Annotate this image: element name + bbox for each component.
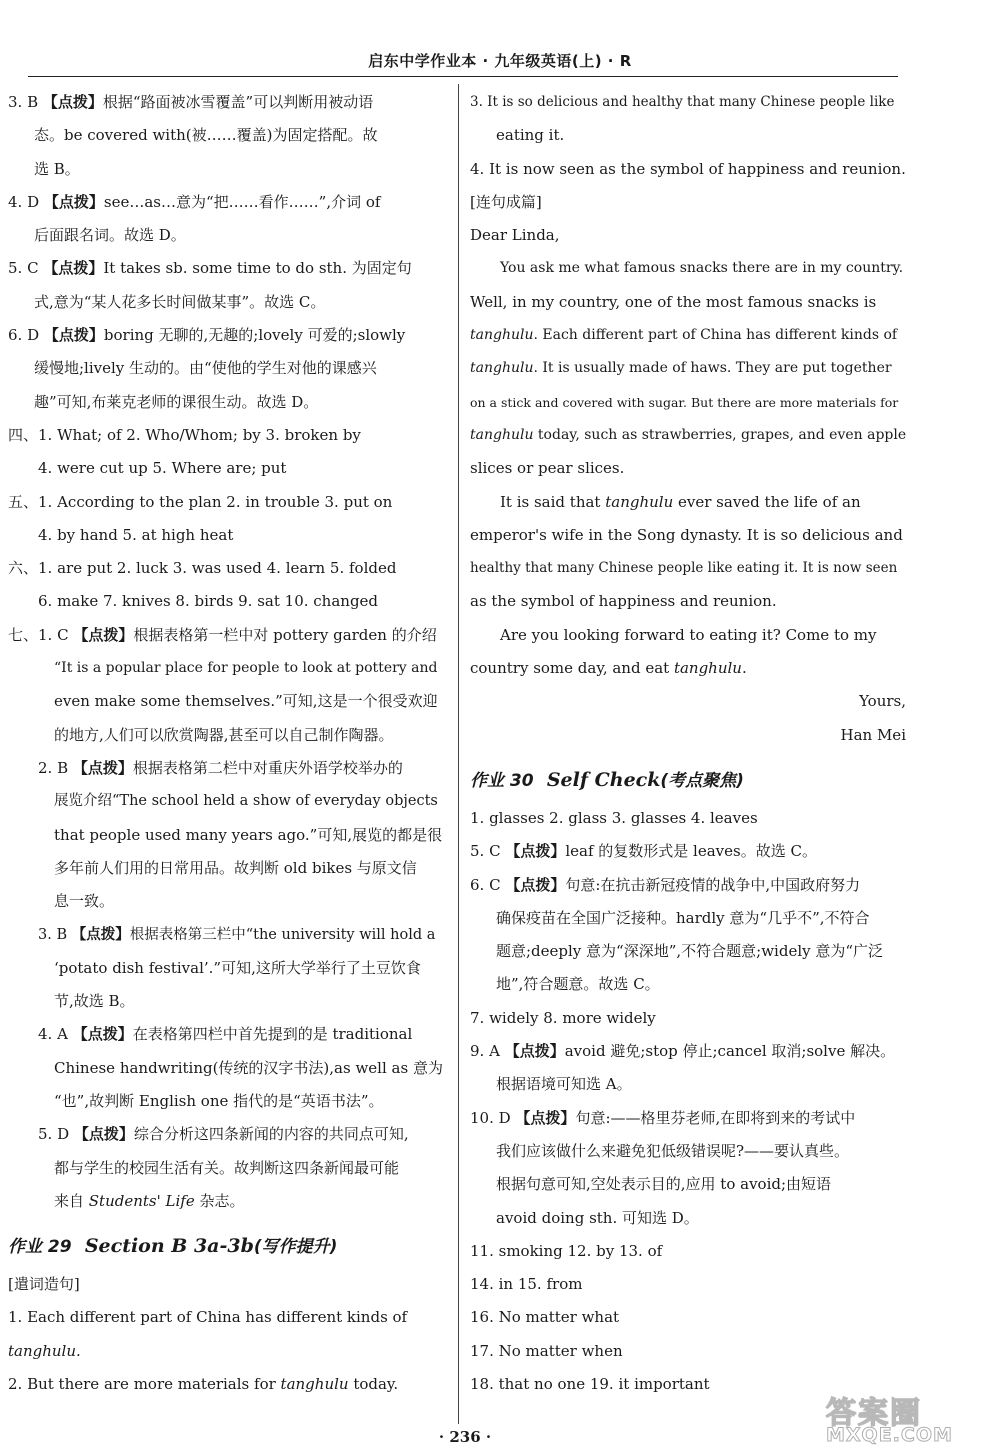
italic-word: tanghulu.	[8, 1341, 81, 1360]
letter-line: tanghulu. Each different part of China has different kinds of	[470, 327, 898, 344]
answer-line: 6. D 【点拨】boring 无聊的,无趣的;lovely 可爱的;slowly	[8, 326, 406, 345]
answer-line: 1. glasses 2. glass 3. glasses 4. leaves	[470, 808, 758, 827]
answer-line: 2. B 【点拨】根据表格第二栏中对重庆外语学校举办的	[38, 758, 403, 777]
left-column	[8, 86, 448, 1401]
right-column	[470, 86, 906, 1401]
answer-line: 根据句意可知,空处表示目的,应用 to avoid;由短语	[496, 1175, 832, 1194]
section-number: 作业 30	[470, 770, 534, 791]
letter-greeting: Dear Linda,	[470, 226, 560, 245]
page-header: 启东中学作业本 · 九年级英语(上) · R	[368, 52, 632, 70]
letter-line: You ask me what famous snacks there are in my country.	[500, 260, 904, 277]
column-divider	[458, 84, 459, 1424]
letter-line: emperor's wife in the Song dynasty. It is so delicious and	[470, 525, 903, 544]
answer-line: 6. C 【点拨】句意:在抗击新冠疫情的战争中,中国政府努力	[470, 875, 861, 894]
subsection-label: [连句成篇]	[470, 192, 542, 211]
section-name: Section B 3a-3b	[84, 1235, 254, 1258]
answer-line: 六、1. are put 2. luck 3. was used 4. learn 5. folded	[8, 559, 397, 578]
answer-line: 七、1. C 【点拨】根据表格第一栏中对 pottery garden 的介绍	[8, 625, 437, 644]
answer-line: 息一致。	[54, 892, 115, 911]
answer-line: 16. No matter what	[470, 1308, 620, 1327]
watermark	[820, 1388, 990, 1448]
letter-line: country some day, and eat tanghulu.	[470, 659, 747, 678]
answer-line: that people used many years ago.”可知,展览的都是很	[54, 825, 443, 844]
letter-line: It is said that tanghulu ever saved the life of an	[500, 492, 861, 511]
header-rule	[28, 76, 898, 77]
answer-line: “It is a popular place for people to look at pottery and	[54, 660, 438, 677]
answer-line: 多年前人们用的日常用品。故判断 old bikes 与原文信	[54, 858, 417, 877]
answer-line: 式,意为“某人花多长时间做某事”。故选 C。	[34, 292, 326, 311]
letter-line: Are you looking forward to eating it? Come to my	[500, 625, 877, 644]
answer-line: 4. It is now seen as the symbol of happiness and reunion.	[470, 159, 906, 178]
letter-line: tanghulu. It is usually made of haws. They are put together	[470, 360, 892, 377]
answer-line: 态。be covered with(被……覆盖)为固定搭配。故	[34, 126, 378, 145]
watermark-url: MXQE.COM	[826, 1424, 953, 1446]
answer-line: 4. were cut up 5. Where are; put	[38, 459, 287, 478]
letter-closing: Yours,	[859, 692, 906, 711]
section-tag: (写作提升)	[253, 1237, 338, 1258]
answer-line: 4. by hand 5. at high heat	[38, 525, 234, 544]
answer-line: 1. Each different part of China has different kinds of	[8, 1308, 408, 1327]
answer-line: 3. B 【点拨】根据表格第三栏中“the university will hold a	[38, 926, 436, 944]
answer-line: 9. A 【点拨】avoid 避免;stop 停止;cancel 取消;solve 解决。	[470, 1042, 896, 1061]
answer-line: 7. widely 8. more widely	[470, 1008, 656, 1027]
section-name: Self Check	[546, 768, 661, 791]
answer-line	[8, 1335, 448, 1368]
answer-line: 根据语境可知选 A。	[496, 1075, 632, 1094]
answer-line: 17. No matter when	[470, 1341, 623, 1360]
answer-line: 四、1. What; of 2. Who/Whom; by 3. broken by	[8, 425, 361, 444]
subsection-label: [遣词造句]	[8, 1275, 80, 1294]
answer-line: 选 B。	[34, 159, 80, 178]
answer-line: 6. make 7. knives 8. birds 9. sat 10. changed	[38, 592, 379, 611]
answer-line: 趣”可知,布莱克老师的课很生动。故选 D。	[34, 392, 319, 411]
answer-line: 我们应该做什么来避免犯低级错误呢?——要认真些。	[496, 1141, 850, 1160]
letter-line: Well, in my country, one of the most famous snacks is	[470, 292, 877, 311]
answer-line: 题意;deeply 意为“深深地”,不符合题意;widely 意为“广泛	[496, 942, 884, 961]
letter-signature: Han Mei	[840, 725, 906, 744]
answer-line: 5. C 【点拨】It takes sb. some time to do sth. 为固定句	[8, 259, 412, 278]
letter-line: healthy that many Chinese people like eating it. It is now seen	[470, 560, 898, 577]
answer-line: 3. It is so delicious and healthy that many Chinese people like	[470, 94, 895, 110]
section-number: 作业 29	[8, 1237, 72, 1258]
answer-line: 11. smoking 12. by 13. of	[470, 1241, 663, 1260]
answer-line: even make some themselves.”可知,这是一个很受欢迎	[54, 692, 438, 711]
answer-line: 后面跟名词。故选 D。	[34, 226, 186, 245]
answer-line: 2. But there are more materials for tanghulu today.	[8, 1374, 399, 1393]
section-29-title	[8, 1224, 448, 1268]
answer-line: Chinese handwriting(传统的汉字书法),as well as 意为	[54, 1058, 443, 1077]
answer-line: 5. C 【点拨】leaf 的复数形式是 leaves。故选 C。	[470, 842, 817, 861]
answer-line: 地”,符合题意。故选 C。	[496, 975, 660, 994]
answer-line: ‘potato dish festival’.”可知,这所大学举行了土豆饮食	[54, 958, 421, 977]
answer-line: 缓慢地;lively 生动的。由“使他的学生对他的课感兴	[34, 359, 377, 378]
answer-line: “也”,故判断 English one 指代的是“英语书法”。	[54, 1091, 384, 1110]
answer-line: 展览介绍“The school held a show of everyday objects	[54, 793, 438, 810]
answer-line: 4. D 【点拨】see…as…意为“把……看作……”,介词 of	[8, 192, 381, 211]
answer-line: 3. B 【点拨】根据“路面被冰雪覆盖”可以判断用被动语	[8, 93, 374, 111]
answer-line: 的地方,人们可以欣赏陶器,甚至可以自己制作陶器。	[54, 725, 394, 744]
answer-line: 都与学生的校园生活有关。故判断这四条新闻最可能	[54, 1158, 400, 1177]
letter-line: slices or pear slices.	[470, 459, 625, 478]
answer-line: 节,故选 B。	[54, 992, 135, 1011]
answer-line: 10. D 【点拨】句意:——格里芬老师,在即将到来的考试中	[470, 1108, 856, 1127]
answer-line: 4. A 【点拨】在表格第四栏中首先提到的是 traditional	[38, 1025, 413, 1044]
watermark-logo: 答案圈	[826, 1396, 922, 1431]
section-tag: (考点聚焦)	[660, 770, 744, 791]
answer-line: avoid doing sth. 可知选 D。	[496, 1208, 699, 1227]
answer-line: 18. that no one 19. it important	[470, 1374, 710, 1393]
page-number: · 236 ·	[438, 1428, 492, 1446]
letter-line: tanghulu today, such as strawberries, grapes, and even apple	[470, 426, 907, 443]
letter-line: on a stick and covered with sugar. But there are more materials for	[470, 394, 899, 410]
answer-line: 来自 Students' Life 杂志。	[54, 1191, 245, 1210]
section-30-title	[470, 758, 906, 802]
answer-line: 14. in 15. from	[470, 1275, 583, 1294]
answer-line: 5. D 【点拨】综合分析这四条新闻的内容的共同点可知,	[38, 1125, 409, 1144]
letter-line: as the symbol of happiness and reunion.	[470, 592, 777, 611]
answer-line: eating it.	[496, 126, 565, 145]
answer-line: 确保疫苗在全国广泛接种。hardly 意为“几乎不”,不符合	[496, 908, 870, 927]
answer-line: 五、1. According to the plan 2. in trouble 3. put on	[8, 492, 393, 511]
